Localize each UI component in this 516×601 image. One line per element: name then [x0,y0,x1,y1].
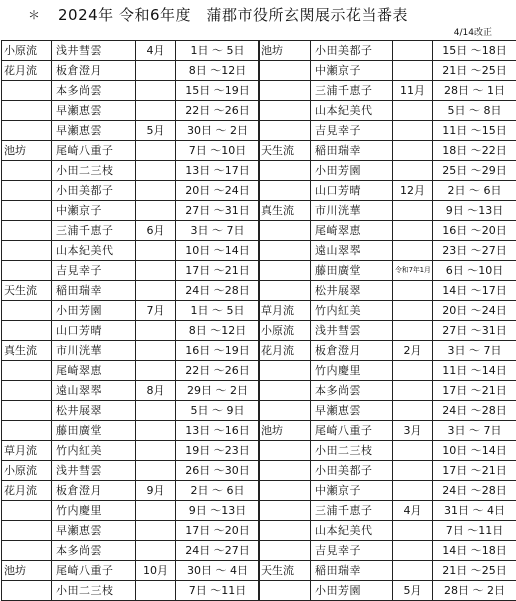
school-cell [2,201,52,221]
date-range-cell: 25日 ～29日 [433,161,516,181]
table-row [2,301,260,321]
school-cell: 池坊 [259,421,311,441]
member-name-cell: 早瀬恵雲 [52,121,136,141]
school-cell [2,521,52,541]
date-range-cell: 15日 ～18日 [433,41,516,61]
table-row [2,421,260,441]
school-cell [259,461,311,481]
date-range-cell: 8日 ～12日 [176,321,260,341]
date-range-cell: 14日 ～17日 [433,281,516,301]
member-name-cell: 市川洸華 [52,341,136,361]
month-cell [393,481,433,501]
school-cell [259,61,311,81]
date-range-cell: 29日 ～ 2日 [176,381,260,401]
member-name-cell: 稲田瑞幸 [311,561,393,581]
date-range-cell: 14日 ～18日 [433,541,516,561]
revision-note: 4/14改正 [454,28,492,38]
date-range-cell: 21日 ～25日 [433,61,516,81]
month-cell: 5月 [136,121,176,141]
date-range-cell: 6日 ～10日 [433,261,516,281]
table-row [259,521,516,541]
member-name-cell: 市川洸華 [311,201,393,221]
member-name-cell: 小田二三枝 [52,581,136,601]
table-row [259,501,516,521]
table-row [2,181,260,201]
month-cell: 4月 [136,41,176,61]
member-name-cell: 早瀬恵雲 [52,521,136,541]
date-range-cell: 16日 ～19日 [176,341,260,361]
school-cell: 草月流 [259,301,311,321]
school-cell [2,581,52,601]
member-name-cell: 尾崎八重子 [52,141,136,161]
member-name-cell: 遠山翠翆 [52,381,136,401]
school-cell: 天生流 [2,281,52,301]
member-name-cell: 吉見幸子 [52,261,136,281]
date-range-cell: 26日 ～30日 [176,461,260,481]
school-cell [2,501,52,521]
date-range-cell: 23日 ～27日 [433,241,516,261]
month-cell: 10月 [136,561,176,581]
table-row [259,181,516,201]
member-name-cell: 板倉澄月 [311,341,393,361]
member-name-cell: 早瀬恵雲 [311,401,393,421]
date-range-cell: 24日 ～28日 [433,481,516,501]
school-cell [259,81,311,101]
month-cell [393,201,433,221]
date-range-cell: 8日 ～12日 [176,61,260,81]
month-cell [136,581,176,601]
date-range-cell: 3日 ～ 7日 [433,341,516,361]
month-cell: 9月 [136,481,176,501]
month-cell: 7月 [136,301,176,321]
month-cell [393,161,433,181]
month-cell [136,181,176,201]
member-name-cell: 小田芳園 [52,301,136,321]
date-range-cell: 17日 ～21日 [433,381,516,401]
month-cell [393,321,433,341]
member-name-cell: 竹内紅美 [52,441,136,461]
member-name-cell: 尾崎八重子 [52,561,136,581]
date-range-cell: 7日 ～11日 [433,521,516,541]
month-cell [393,281,433,301]
table-row [259,121,516,141]
month-cell [136,341,176,361]
month-cell [136,361,176,381]
month-cell: 12月 [393,181,433,201]
table-row [259,41,516,61]
school-cell [2,301,52,321]
member-name-cell: 中瀬京子 [311,481,393,501]
date-range-cell: 19日 ～23日 [176,441,260,461]
member-name-cell: 尾崎翠恵 [52,361,136,381]
school-cell [2,381,52,401]
date-range-cell: 7日 ～11日 [176,581,260,601]
table-row [2,401,260,421]
table-row [2,221,260,241]
school-cell [259,181,311,201]
month-cell [393,561,433,581]
date-range-cell: 13日 ～17日 [176,161,260,181]
month-cell [136,201,176,221]
month-cell [393,121,433,141]
school-cell [259,521,311,541]
table-row [259,581,516,601]
school-cell [2,541,52,561]
table-row [2,281,260,301]
member-name-cell: 松井展翠 [52,401,136,421]
member-name-cell: 山本紀美代 [311,101,393,121]
school-cell: 天生流 [259,141,311,161]
school-cell [259,501,311,521]
table-row [259,261,516,281]
title-text: 2024年 令和6年度 蒲郡市役所玄関展示花当番表 [58,4,408,26]
member-name-cell: 吉見幸子 [311,121,393,141]
month-cell [393,361,433,381]
month-cell [136,501,176,521]
school-cell: 池坊 [2,141,52,161]
table-row [2,321,260,341]
month-cell [136,141,176,161]
month-cell [393,41,433,61]
date-range-cell: 22日 ～26日 [176,361,260,381]
member-name-cell: 本多尚雲 [52,541,136,561]
table-row [259,81,516,101]
school-cell [2,101,52,121]
date-range-cell: 21日 ～25日 [433,561,516,581]
school-cell [2,321,52,341]
member-name-cell: 板倉澄月 [52,481,136,501]
table-row [259,141,516,161]
table-row [259,301,516,321]
date-range-cell: 5日 ～ 9日 [176,401,260,421]
month-cell [393,401,433,421]
member-name-cell: 三浦千恵子 [311,501,393,521]
date-range-cell: 1日 ～ 5日 [176,41,260,61]
month-cell [393,221,433,241]
table-row [259,61,516,81]
date-range-cell: 22日 ～26日 [176,101,260,121]
month-cell [136,61,176,81]
school-cell [2,121,52,141]
date-range-cell: 2日 ～ 6日 [433,181,516,201]
month-cell [393,441,433,461]
member-name-cell: 山本紀美代 [52,241,136,261]
member-name-cell: 三浦千恵子 [52,221,136,241]
table-row [2,481,260,501]
table-row [259,441,516,461]
date-range-cell: 28日 ～ 1日 [433,81,516,101]
school-cell [2,181,52,201]
school-cell [2,221,52,241]
member-name-cell: 三浦千恵子 [311,81,393,101]
member-name-cell: 早瀬恵雲 [52,101,136,121]
schedule-table-left [1,40,260,601]
date-range-cell: 11日 ～14日 [433,361,516,381]
date-range-cell: 1日 ～ 5日 [176,301,260,321]
member-name-cell: 小田二三枝 [52,161,136,181]
school-cell [259,221,311,241]
month-cell: 6月 [136,221,176,241]
month-cell [393,141,433,161]
school-cell [259,261,311,281]
date-range-cell: 9日 ～13日 [433,201,516,221]
member-name-cell: 浅井彗雲 [52,41,136,61]
month-cell [136,321,176,341]
school-cell: 真生流 [259,201,311,221]
school-cell: 小原流 [2,461,52,481]
date-range-cell: 17日 ～21日 [433,461,516,481]
month-cell [136,421,176,441]
month-cell: 4月 [393,501,433,521]
member-name-cell: 浅井彗雲 [311,321,393,341]
table-row [2,241,260,261]
member-name-cell: 竹内紅美 [311,301,393,321]
date-range-cell: 3日 ～ 7日 [433,421,516,441]
table-row [2,141,260,161]
table-row [2,201,260,221]
school-cell [2,261,52,281]
table-row [2,61,260,81]
member-name-cell: 中瀬京子 [311,61,393,81]
month-cell [393,381,433,401]
month-cell [136,461,176,481]
school-cell [2,421,52,441]
table-row [2,341,260,361]
member-name-cell: 本多尚雲 [52,81,136,101]
table-row [2,41,260,61]
document-title [0,4,516,26]
date-range-cell: 5日 ～ 8日 [433,101,516,121]
date-range-cell: 3日 ～ 7日 [176,221,260,241]
table-row [259,561,516,581]
member-name-cell: 中瀬京子 [52,201,136,221]
date-range-cell: 15日 ～19日 [176,81,260,101]
month-cell [393,241,433,261]
member-name-cell: 小田美都子 [311,41,393,61]
table-row [259,421,516,441]
date-range-cell: 9日 ～13日 [176,501,260,521]
month-cell: 5月 [393,581,433,601]
school-cell [2,361,52,381]
table-row [259,161,516,181]
month-cell [136,261,176,281]
school-cell: 草月流 [2,441,52,461]
school-cell [259,381,311,401]
month-cell [393,461,433,481]
member-name-cell: 吉見幸子 [311,541,393,561]
member-name-cell: 遠山翠翆 [311,241,393,261]
school-cell [259,161,311,181]
school-cell [2,161,52,181]
date-range-cell: 13日 ～16日 [176,421,260,441]
table-row [259,201,516,221]
table-row [259,241,516,261]
month-cell: 令和7年1月 [393,261,433,281]
table-row [2,161,260,181]
month-cell: 2月 [393,341,433,361]
table-row [2,101,260,121]
member-name-cell: 山口芳晴 [52,321,136,341]
school-cell [259,241,311,261]
table-row [259,381,516,401]
table-row [259,221,516,241]
member-name-cell: 板倉澄月 [52,61,136,81]
member-name-cell: 尾崎八重子 [311,421,393,441]
month-cell: 3月 [393,421,433,441]
date-range-cell: 24日 ～27日 [176,541,260,561]
date-range-cell: 17日 ～21日 [176,261,260,281]
date-range-cell: 18日 ～22日 [433,141,516,161]
table-row [2,461,260,481]
date-range-cell: 7日 ～10日 [176,141,260,161]
school-cell: 花月流 [2,481,52,501]
date-range-cell: 11日 ～15日 [433,121,516,141]
date-range-cell: 2日 ～ 6日 [176,481,260,501]
member-name-cell: 稲田瑞幸 [311,141,393,161]
table-row [2,501,260,521]
table-row [259,101,516,121]
month-cell: 8月 [136,381,176,401]
month-cell [136,521,176,541]
member-name-cell: 竹内慶里 [52,501,136,521]
school-cell [259,361,311,381]
school-cell [2,401,52,421]
table-row [2,441,260,461]
month-cell [136,241,176,261]
member-name-cell: 山本紀美代 [311,521,393,541]
school-cell [259,441,311,461]
school-cell [259,541,311,561]
date-range-cell: 10日 ～14日 [433,441,516,461]
table-row [2,541,260,561]
member-name-cell: 山口芳晴 [311,181,393,201]
month-cell: 11月 [393,81,433,101]
date-range-cell: 20日 ～24日 [176,181,260,201]
member-name-cell: 竹内慶里 [311,361,393,381]
school-cell: 池坊 [2,561,52,581]
member-name-cell: 小田芳園 [311,161,393,181]
member-name-cell: 小田美都子 [311,461,393,481]
table-row [2,361,260,381]
table-row [2,521,260,541]
member-name-cell: 稲田瑞幸 [52,281,136,301]
table-row [2,381,260,401]
member-name-cell: 藤田廣堂 [52,421,136,441]
table-row [259,341,516,361]
date-range-cell: 30日 ～ 4日 [176,561,260,581]
date-range-cell: 16日 ～20日 [433,221,516,241]
member-name-cell: 小田美都子 [52,181,136,201]
date-range-cell: 28日 ～ 2日 [433,581,516,601]
school-cell [259,581,311,601]
table-row [259,361,516,381]
month-cell [393,521,433,541]
asterisk-mark: ＊ [28,4,40,26]
member-name-cell: 小田二三枝 [311,441,393,461]
table-row [259,321,516,341]
school-cell: 花月流 [259,341,311,361]
table-row [2,561,260,581]
school-cell: 小原流 [2,41,52,61]
month-cell [393,61,433,81]
date-range-cell: 31日 ～ 4日 [433,501,516,521]
table-row [2,581,260,601]
month-cell [393,101,433,121]
member-name-cell: 浅井彗雲 [52,461,136,481]
school-cell [259,121,311,141]
school-cell: 小原流 [259,321,311,341]
month-cell [136,441,176,461]
date-range-cell: 24日 ～28日 [433,401,516,421]
month-cell [136,101,176,121]
date-range-cell: 30日 ～ 2日 [176,121,260,141]
month-cell [393,541,433,561]
date-range-cell: 27日 ～31日 [433,321,516,341]
member-name-cell: 松井展翠 [311,281,393,301]
month-cell [136,81,176,101]
school-cell: 天生流 [259,561,311,581]
table-row [2,121,260,141]
table-row [2,261,260,281]
month-cell [136,161,176,181]
school-cell [2,81,52,101]
school-cell [259,281,311,301]
table-row [259,541,516,561]
month-cell [136,281,176,301]
date-range-cell: 24日 ～28日 [176,281,260,301]
table-row [259,481,516,501]
school-cell [259,401,311,421]
school-cell: 真生流 [2,341,52,361]
date-range-cell: 17日 ～20日 [176,521,260,541]
member-name-cell: 小田芳園 [311,581,393,601]
schedule-table-right [258,40,516,601]
member-name-cell: 尾崎翠恵 [311,221,393,241]
table-row [259,401,516,421]
month-cell [136,401,176,421]
school-cell: 池坊 [259,41,311,61]
school-cell [259,481,311,501]
date-range-cell: 27日 ～31日 [176,201,260,221]
table-row [259,281,516,301]
date-range-cell: 10日 ～14日 [176,241,260,261]
month-cell [136,541,176,561]
school-cell: 花月流 [2,61,52,81]
date-range-cell: 20日 ～24日 [433,301,516,321]
member-name-cell: 藤田廣堂 [311,261,393,281]
table-row [259,461,516,481]
month-cell [393,301,433,321]
school-cell [259,101,311,121]
school-cell [2,241,52,261]
table-row [2,81,260,101]
member-name-cell: 本多尚雲 [311,381,393,401]
